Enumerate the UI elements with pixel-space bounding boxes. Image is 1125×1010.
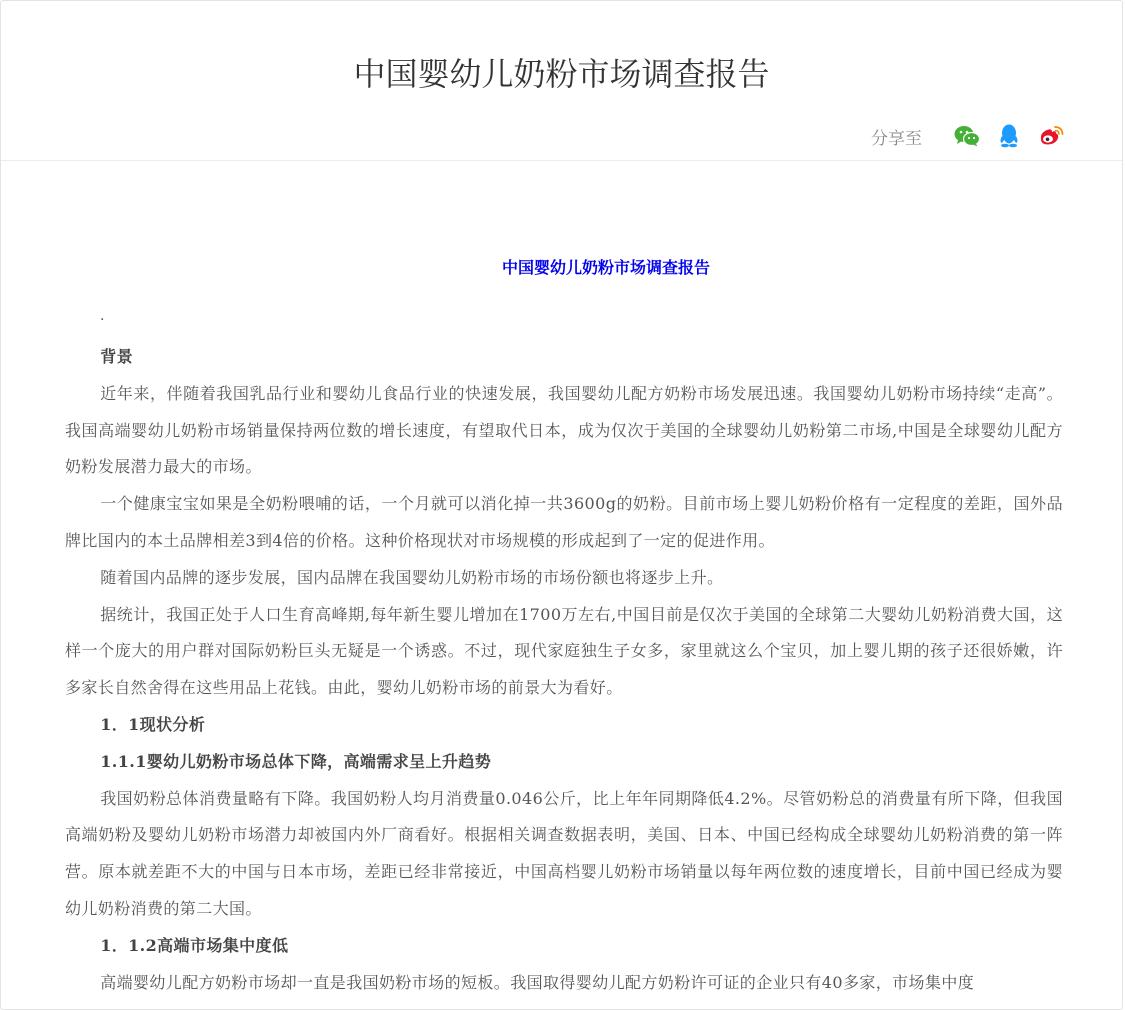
weibo-icon[interactable] bbox=[1038, 123, 1064, 149]
paragraph: 近年来，伴随着我国乳品行业和婴幼儿食品行业的快速发展，我国婴幼儿配方奶粉市场发展迅速。我国婴幼儿奶粉市场持续“走高”。我国高端婴幼儿奶粉市场销量保持两位数的增长速度，有望取代日本，成为仅次于美国的全球婴幼儿奶粉第二市场,中国是全球婴幼儿配方奶粉发展潜力最大的市场。 bbox=[65, 383, 1063, 477]
share-bar bbox=[871, 121, 1064, 151]
wechat-icon[interactable] bbox=[954, 123, 980, 149]
article-header bbox=[1, 1, 1122, 161]
dot-marker: . bbox=[100, 308, 105, 324]
section-heading: 1．1.2高端市场集中度低 bbox=[100, 935, 289, 955]
section-heading: 1.1.1婴幼儿奶粉市场总体下降，高端需求呈上升趋势 bbox=[100, 751, 492, 771]
section-heading-background: 背景 bbox=[100, 347, 133, 366]
paragraph: 我国奶粉总体消费量略有下降。我国奶粉人均月消费量0.046公斤，比上年年同期降低4.2%。尽管奶粉总的消费量有所下降，但我国高端奶粉及婴幼儿奶粉市场潜力却被国内外厂商看好。根据相关调查数据表明，美国、日本、中国已经构成全球婴幼儿奶粉消费的第一阵营。原本就差距不大的中国与日本市场，差距已经非常接近，中国高档婴儿奶粉市场销量以每年两位数的速度增长，目前中国已经成为婴幼儿奶粉消费的第二大国。 bbox=[65, 788, 1063, 918]
article-content bbox=[1, 161, 1122, 1009]
document-title: 中国婴幼儿奶粉市场调查报告 bbox=[501, 258, 710, 277]
qq-icon[interactable] bbox=[996, 123, 1022, 149]
paragraph: 高端婴幼儿配方奶粉市场却一直是我国奶粉市场的短板。我国取得婴幼儿配方奶粉许可证的企业只有40多家，市场集中度 bbox=[100, 972, 975, 992]
paragraph: 据统计，我国正处于人口生育高峰期,每年新生婴儿增加在1700万左右,中国目前是仅次于美国的全球第二大婴幼儿奶粉消费大国，这样一个庞大的用户群对国际奶粉巨头无疑是一个诱惑。不过，现代家庭独生子女多，家里就这么个宝贝，加上婴儿期的孩子还很娇嫩，许多家长自然舍得在这些用品上花钱。由此，婴幼儿奶粉市场的前景大为看好。 bbox=[65, 604, 1063, 698]
page-title: 中国婴幼儿奶粉市场调查报告 bbox=[353, 55, 770, 93]
paragraph: 一个健康宝宝如果是全奶粉喂哺的话，一个月就可以消化掉一共3600g的奶粉。目前市场上婴儿奶粉价格有一定程度的差距，国外品牌比国内的本土品牌相差3到4倍的价格。这种价格现状对市场规模的形成起到了一定的促进作用。 bbox=[65, 494, 1063, 550]
section-heading: 1．1现状分析 bbox=[100, 714, 206, 734]
article-body bbox=[65, 339, 1063, 1001]
paragraph: 随着国内品牌的逐步发展，国内品牌在我国婴幼儿奶粉市场的市场份额也将逐步上升。 bbox=[100, 567, 724, 587]
share-label: 分享至 bbox=[871, 128, 922, 149]
